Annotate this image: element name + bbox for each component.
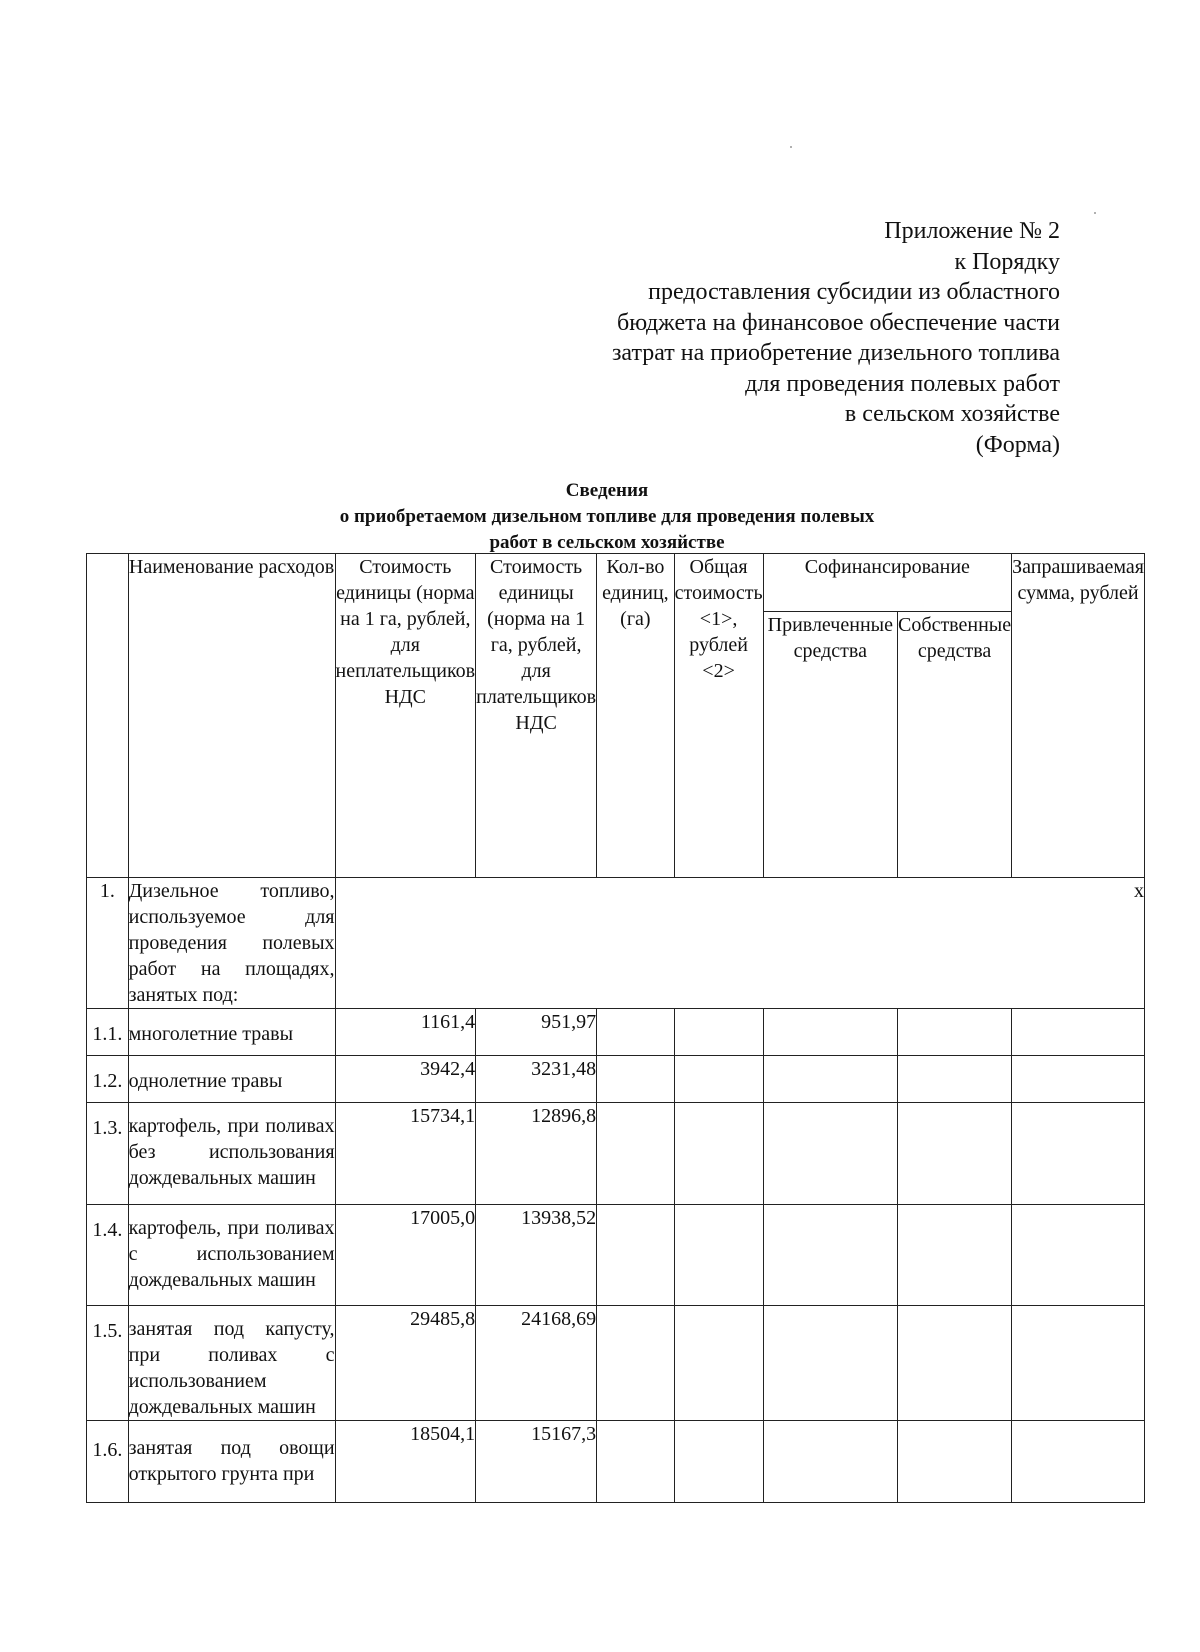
header-total: Общая стоимость <1>, рублей <2> bbox=[674, 554, 763, 878]
cell-requested bbox=[1012, 1009, 1145, 1056]
cell-own bbox=[898, 1306, 1012, 1421]
cell-own bbox=[898, 1009, 1012, 1056]
scan-speck bbox=[790, 146, 792, 148]
cell-attracted bbox=[763, 1306, 898, 1421]
cell-requested bbox=[1012, 1306, 1145, 1421]
row-num: 1.2. bbox=[87, 1056, 129, 1103]
appendix-line: (Форма) bbox=[975, 431, 1060, 458]
appendix-line: Приложение № 2 bbox=[884, 218, 1060, 244]
section-row bbox=[87, 878, 1145, 1009]
table-row bbox=[87, 1009, 1145, 1056]
section-x-mark: x bbox=[335, 878, 1144, 1009]
cell-attracted bbox=[763, 1009, 898, 1056]
header-num bbox=[87, 554, 129, 878]
document-heading bbox=[212, 478, 1002, 556]
cell-qty bbox=[597, 1009, 674, 1056]
appendix-line: бюджета на финансовое обеспечение части bbox=[617, 309, 1060, 336]
cell-cost-vat: 3231,48 bbox=[476, 1056, 597, 1103]
expenses-table bbox=[86, 553, 1145, 1503]
cell-total bbox=[674, 1103, 763, 1205]
cell-own bbox=[898, 1421, 1012, 1503]
cell-attracted bbox=[763, 1103, 898, 1205]
cell-requested bbox=[1012, 1421, 1145, 1503]
cell-qty bbox=[597, 1103, 674, 1205]
cell-total bbox=[674, 1056, 763, 1103]
heading-subtitle-line1: о приобретаемом дизельном топливе для проведения полевых bbox=[339, 506, 875, 527]
table-row bbox=[87, 1205, 1145, 1306]
cell-cost-non-vat: 3942,4 bbox=[335, 1056, 476, 1103]
header-cost-vat: Стоимость единицы (норма на 1 га, рублей, для плательщиков НДС bbox=[476, 554, 597, 878]
header-attracted: Привлеченные средства bbox=[763, 612, 898, 878]
header-name: Наименование расходов bbox=[128, 554, 335, 878]
cell-own bbox=[898, 1205, 1012, 1306]
cell-cost-non-vat: 1161,4 bbox=[335, 1009, 476, 1056]
header-qty: Кол-во единиц, (га) bbox=[597, 554, 674, 878]
table-row bbox=[87, 1306, 1145, 1421]
cell-cost-vat: 12896,8 bbox=[476, 1103, 597, 1205]
cell-requested bbox=[1012, 1205, 1145, 1306]
table-row bbox=[87, 1421, 1145, 1503]
cell-total bbox=[674, 1306, 763, 1421]
row-name: занятая под капусту, при поливах с использованием дождевальных машин bbox=[128, 1306, 335, 1421]
appendix-line: для проведения полевых работ bbox=[745, 370, 1060, 397]
appendix-line: предоставления субсидии из областного bbox=[648, 279, 1060, 305]
cell-cost-non-vat: 29485,8 bbox=[335, 1306, 476, 1421]
cell-attracted bbox=[763, 1205, 898, 1306]
row-name: Дизельное топливо, используемое для проведения полевых работ на площадях, занятых под: bbox=[128, 878, 335, 1009]
table-row bbox=[87, 1103, 1145, 1205]
row-name: многолетние травы bbox=[128, 1009, 335, 1056]
row-num: 1.6. bbox=[87, 1421, 129, 1503]
row-num: 1.1. bbox=[87, 1009, 129, 1056]
row-name: картофель, при поливах без использования дождевальных машин bbox=[128, 1103, 335, 1205]
cell-own bbox=[898, 1103, 1012, 1205]
appendix-block bbox=[500, 216, 1060, 460]
cell-requested bbox=[1012, 1056, 1145, 1103]
cell-total bbox=[674, 1421, 763, 1503]
row-name: картофель, при поливах с использованием дождевальных машин bbox=[128, 1205, 335, 1306]
table-row bbox=[87, 1056, 1145, 1103]
appendix-line: к Порядку bbox=[954, 248, 1060, 275]
row-num: 1.4. bbox=[87, 1205, 129, 1306]
cell-attracted bbox=[763, 1421, 898, 1503]
row-name: занятая под овощи открытого грунта при bbox=[128, 1421, 335, 1503]
cell-qty bbox=[597, 1056, 674, 1103]
cell-cost-vat: 13938,52 bbox=[476, 1205, 597, 1306]
heading-title: Сведения bbox=[565, 480, 649, 501]
header-requested: Запрашиваемая сумма, рублей bbox=[1012, 554, 1145, 878]
header-cofinancing: Софинансирование bbox=[763, 554, 1012, 612]
cell-attracted bbox=[763, 1056, 898, 1103]
cell-cost-non-vat: 17005,0 bbox=[335, 1205, 476, 1306]
cell-own bbox=[898, 1056, 1012, 1103]
cell-cost-non-vat: 15734,1 bbox=[335, 1103, 476, 1205]
header-cost-non-vat: Стоимость единицы (норма на 1 га, рублей, для неплательщиков НДС bbox=[335, 554, 476, 878]
row-name: однолетние травы bbox=[128, 1056, 335, 1103]
cell-qty bbox=[597, 1421, 674, 1503]
cell-requested bbox=[1012, 1103, 1145, 1205]
cell-cost-vat: 24168,69 bbox=[476, 1306, 597, 1421]
cell-cost-vat: 951,97 bbox=[476, 1009, 597, 1056]
cell-qty bbox=[597, 1306, 674, 1421]
header-own: Собственные средства bbox=[898, 612, 1012, 878]
row-num: 1. bbox=[87, 878, 129, 1009]
heading-subtitle-line2: работ в сельском хозяйстве bbox=[489, 532, 725, 553]
row-num: 1.3. bbox=[87, 1103, 129, 1205]
cell-qty bbox=[597, 1205, 674, 1306]
row-num: 1.5. bbox=[87, 1306, 129, 1421]
cell-total bbox=[674, 1205, 763, 1306]
scan-speck bbox=[1094, 212, 1096, 214]
cell-cost-non-vat: 18504,1 bbox=[335, 1421, 476, 1503]
cell-cost-vat: 15167,3 bbox=[476, 1421, 597, 1503]
appendix-line: затрат на приобретение дизельного топлива bbox=[611, 340, 1060, 366]
cell-total bbox=[674, 1009, 763, 1056]
appendix-line: в сельском хозяйстве bbox=[844, 401, 1060, 427]
